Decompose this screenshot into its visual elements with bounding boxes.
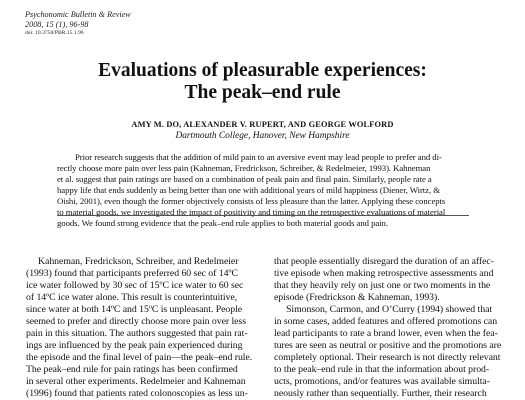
body-text-line: (1996) found that patients rated colonoscopies as less un- <box>26 388 248 399</box>
body-text-line: ucts, promotions, and/or features was available simulta- <box>274 376 490 387</box>
body-text-line: tures are seen as neutral or positive and the promotions are <box>274 340 502 351</box>
body-text-line: seemed to prefer and directly choose more pain over less <box>26 316 246 327</box>
body-text-line: pain in this situation. The authors suggested that pain rat- <box>26 328 248 339</box>
article-title-line-2: The peak–end rule <box>184 82 341 103</box>
body-text-line: neously rather than sequentially. Further, their research <box>274 388 487 399</box>
body-text-line: ice water followed by 30 sec of 15ºC ice water to 60 sec <box>26 280 244 291</box>
author-affiliation: Dartmouth College, Hanover, New Hampshire <box>175 131 350 141</box>
article-title-line-1: Evaluations of pleasurable experiences: <box>98 60 427 81</box>
abstract-line: goods. We found strong evidence that the peak–end rule applies to both material goods and pain. <box>57 218 388 228</box>
abstract-line: Oishi, 2001), even though the former objectively consists of less pleasure than the latter. Applying these concepts <box>57 196 446 206</box>
volume-info: 2008, 15 (1), 96-98 <box>25 20 89 29</box>
body-text-line: that they heavily rely on just one or two moments in the <box>274 280 491 291</box>
body-text-line: tive episode when making retrospective assessments and <box>274 268 494 279</box>
author-list: AMY M. DO, ALEXANDER V. RUPERT, AND GEORGE WOLFORD <box>131 120 394 129</box>
abstract-line: rectly choose more pain over less pain (Kahneman, Fredrickson, Schreiber, & Redelmeier, 1993). Kahneman <box>57 163 431 173</box>
body-text-line: since water at both 14ºC and 15ºC is unpleasant. People <box>26 304 243 315</box>
body-text-line: the episode and the final level of pain—the peak–end rule. <box>26 352 253 363</box>
body-text-line: ings are influenced by the peak pain experienced during <box>26 340 243 351</box>
abstract-line: happy life that ends suddenly as being better than one with additional years of mild happiness (Diener, Wirtz, & <box>57 185 440 195</box>
body-text-line: Simonson, Carmon, and O’Curry (1994) showed that <box>286 304 493 315</box>
body-text-line: episode (Fredrickson & Kahneman, 1993). <box>274 292 440 303</box>
doi-text: doi: 10.3758/PBR.15.1.96 <box>25 30 84 36</box>
body-text-line: in some cases, added features and offered promotions can <box>274 316 498 327</box>
body-text-line: to the peak–end rule in that the information about prod- <box>274 364 490 375</box>
body-text-line: of 14ºC ice water alone. This result is counterintuitive, <box>26 292 238 303</box>
body-text-line: (1993) found that participants preferred 60 sec of 14ºC <box>26 268 238 279</box>
abstract-line: to material goods, we investigated the impact of positivity and timing on the retrospective evaluations of material <box>57 207 446 217</box>
body-text-line: Kahneman, Fredrickson, Schreiber, and Redelmeier <box>38 256 239 267</box>
body-text-line: that people essentially disregard the duration of an affec- <box>274 256 494 267</box>
abstract-line: Prior research suggests that the addition of mild pain to an aversive event may lead people to prefer and di- <box>75 152 442 162</box>
abstract-line: et al. suggest that pain ratings are based on a combination of peak pain and final pain. Similarly, people rate a <box>57 174 432 184</box>
body-text-line: completely optional. Their research is not directly relevant <box>274 352 501 363</box>
abstract-divider <box>57 215 469 216</box>
journal-name: Psychonomic Bulletin & Review <box>25 10 131 19</box>
body-text-line: in several other experiments. Redelmeier and Kahneman <box>26 376 246 387</box>
body-text-line: The peak–end rule for pain ratings has been confirmed <box>26 364 238 375</box>
body-text-line: lead participants to rate a brand lower, even when the fea- <box>274 328 498 339</box>
